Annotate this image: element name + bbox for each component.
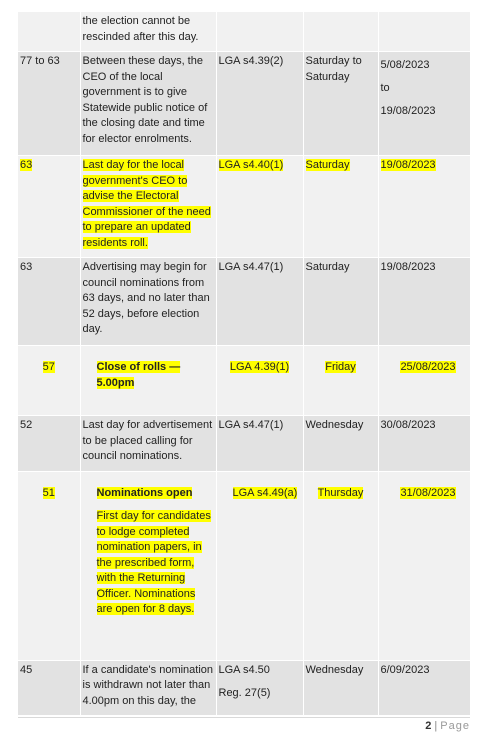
- election-timetable: [18, 12, 471, 716]
- day-cell: Thursday: [303, 471, 378, 660]
- event-cell: If a candidate's nomination is withdrawn not later than 4.00pm on this day, the: [80, 660, 216, 716]
- page-number: 2: [425, 720, 432, 732]
- event-cell: Last day for the local government's CEO to advise the Electoral Commissioner of the need to prepare an updated residents roll.: [80, 156, 216, 258]
- footer-separator: |: [434, 720, 438, 732]
- table-row: [18, 52, 470, 156]
- days-cell: 57: [18, 346, 80, 416]
- reference-cell: [216, 12, 303, 52]
- table-row: [18, 346, 470, 416]
- table-row: [18, 258, 470, 346]
- date-cell: 25/08/2023: [378, 346, 470, 416]
- reference-cell: LGA s4.47(1): [216, 258, 303, 346]
- event-cell: Nominations open First day for candidates to lodge completed nomination papers, in the prescribed form, with the Returning Officer. Nominations are open for 8 days.: [80, 471, 216, 660]
- day-cell: Saturday: [303, 156, 378, 258]
- reference-cell: LGA s4.47(1): [216, 416, 303, 472]
- table-row: [18, 416, 470, 472]
- table-row: [18, 12, 470, 52]
- reference-cell: LGA s4.49(a): [216, 471, 303, 660]
- days-cell: 63: [18, 156, 80, 258]
- days-cell: 45: [18, 660, 80, 716]
- day-cell: Saturday to Saturday: [303, 52, 378, 156]
- footer-divider: [18, 717, 470, 718]
- page-label: Page: [440, 720, 470, 732]
- day-cell: Wednesday: [303, 416, 378, 472]
- event-cell: Last day for advertisement to be placed calling for council nominations.: [80, 416, 216, 472]
- reference-cell: LGA 4.39(1): [216, 346, 303, 416]
- day-cell: Friday: [303, 346, 378, 416]
- event-cell: Close of rolls — 5.00pm: [80, 346, 216, 416]
- day-cell: [303, 12, 378, 52]
- event-cell: Advertising may begin for council nominations from 63 days, and no later than 52 days, before election day.: [80, 258, 216, 346]
- days-cell: [18, 12, 80, 52]
- date-cell: 31/08/2023: [378, 471, 470, 660]
- table-row: [18, 471, 470, 660]
- day-cell: Saturday: [303, 258, 378, 346]
- table-row: [18, 156, 470, 258]
- days-cell: 51: [18, 471, 80, 660]
- days-cell: 77 to 63: [18, 52, 80, 156]
- date-cell: 6/09/2023: [378, 660, 470, 716]
- event-cell: Between these days, the CEO of the local government is to give Statewide public notice of the closing date and time for elector enrolments.: [80, 52, 216, 156]
- reference-cell: LGA s4.40(1): [216, 156, 303, 258]
- date-cell: [378, 12, 470, 52]
- event-cell: the election cannot be rescinded after this day.: [80, 12, 216, 52]
- day-cell: Wednesday: [303, 660, 378, 716]
- days-cell: 63: [18, 258, 80, 346]
- date-cell: 19/08/2023: [378, 258, 470, 346]
- table-row: [18, 660, 470, 716]
- reference-cell: LGA s4.50 Reg. 27(5): [216, 660, 303, 716]
- reference-cell: LGA s4.39(2): [216, 52, 303, 156]
- days-cell: 52: [18, 416, 80, 472]
- page-footer: [425, 720, 470, 732]
- date-cell: 19/08/2023: [378, 156, 470, 258]
- date-cell: 5/08/2023 to 19/08/2023: [378, 52, 470, 156]
- date-cell: 30/08/2023: [378, 416, 470, 472]
